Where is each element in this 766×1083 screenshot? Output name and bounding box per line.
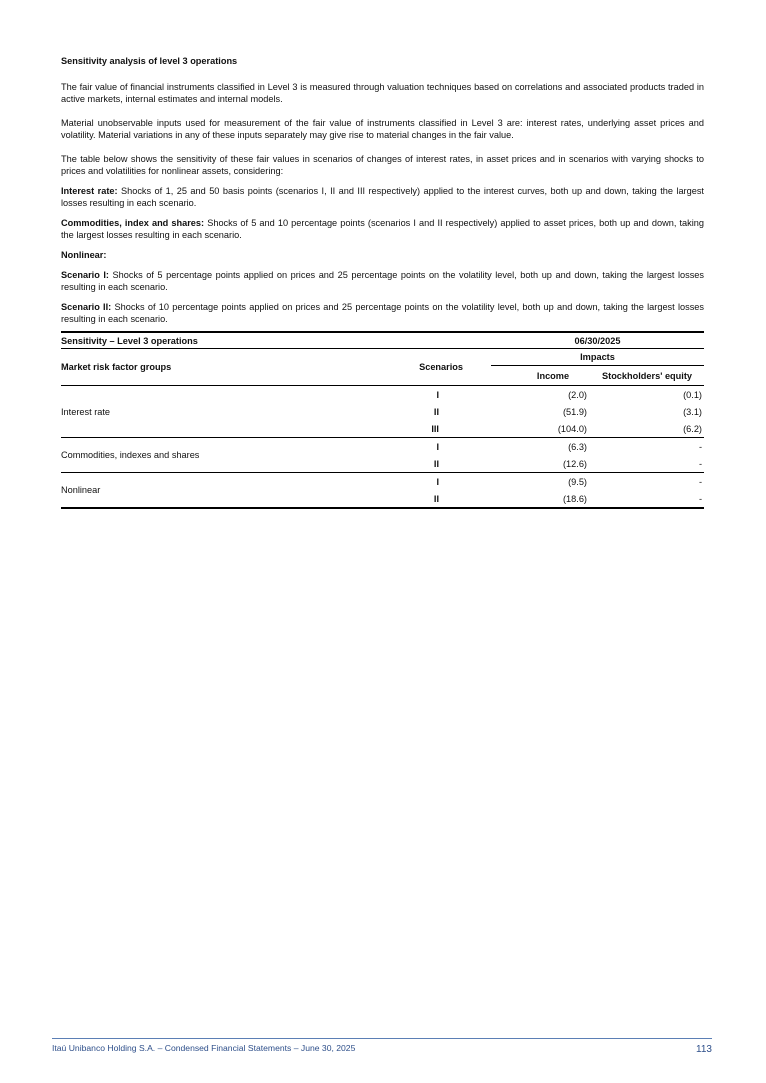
scenario-1-label: Scenario I: <box>61 270 109 280</box>
scenario-cell: III <box>391 420 491 438</box>
commodities-label: Commodities, index and shares: <box>61 218 205 228</box>
equity-cell: - <box>591 455 704 473</box>
section-title: Sensitivity analysis of level 3 operations <box>61 56 238 66</box>
equity-cell: (0.1) <box>683 389 702 400</box>
equity-cell: - <box>698 441 702 452</box>
sensitivity-table <box>61 331 704 509</box>
table-title-row <box>61 332 704 349</box>
income-cell: (18.6) <box>491 490 591 508</box>
nonlinear-heading: Nonlinear: <box>61 250 107 260</box>
paragraph-interest-rate <box>61 185 704 209</box>
header-equity: Stockholders' equity <box>591 366 704 386</box>
scenario-cell: I <box>436 476 439 487</box>
income-cell: (6.3) <box>568 441 587 452</box>
equity-cell: (6.2) <box>591 420 704 438</box>
scenario-cell: I <box>436 389 439 400</box>
income-cell: (9.5) <box>568 476 587 487</box>
risk-factor-group: Nonlinear <box>61 473 391 509</box>
paragraph-fair-value: The fair value of financial instruments classified in Level 3 is measured through valuation techniques based on correlations and associated products traded in active markets, internal estimates and internal models. <box>61 82 704 104</box>
table-row <box>61 386 704 404</box>
table-row <box>61 438 704 456</box>
document-body <box>61 55 704 509</box>
income-cell: (51.9) <box>562 406 587 417</box>
scenario-1-text: Shocks of 5 percentage points applied on prices and 25 percentage points on the volatility level, both up and down, taking the largest losses resulting in each scenario. <box>61 270 704 292</box>
header-impacts: Impacts <box>491 349 704 366</box>
footer-text: Itaú Unibanco Holding S.A. – Condensed Financial Statements – June 30, 2025 <box>52 1043 356 1053</box>
equity-cell: (3.1) <box>683 406 702 417</box>
risk-factor-group: Interest rate <box>61 386 391 438</box>
income-cell: (12.6) <box>491 455 591 473</box>
table-row <box>61 473 704 491</box>
scenario-cell: I <box>436 441 439 452</box>
header-income: Income <box>491 366 591 386</box>
paragraph-table-intro: The table below shows the sensitivity of these fair values in scenarios of changes of interest rates, in asset prices and in scenarios with varying shocks to prices and volatilities for nonlinear assets, considering: <box>61 154 704 176</box>
paragraph-commodities <box>61 217 704 241</box>
risk-factor-group: Commodities, indexes and shares <box>61 438 391 473</box>
income-cell: (2.0) <box>568 389 587 400</box>
interest-rate-text: Shocks of 1, 25 and 50 basis points (scenarios I, II and III respectively) applied to the interest curves, both up and down, taking the largest losses resulting in each scenario. <box>61 186 704 208</box>
equity-cell: - <box>698 476 702 487</box>
scenario-cell: II <box>433 406 439 417</box>
page-footer <box>52 1038 712 1054</box>
scenario-cell: II <box>391 455 491 473</box>
scenario-2-text: Shocks of 10 percentage points applied on prices and 25 percentage points on the volatility level, both up and down, taking the largest losses resulting in each scenario. <box>61 302 704 324</box>
page-number: 113 <box>696 1044 712 1055</box>
commodities-text: Shocks of 5 and 10 percentage points (scenarios I and II respectively) applied to asset prices, both up and down, taking the largest losses resulting in each scenario. <box>61 218 704 240</box>
table-date: 06/30/2025 <box>491 332 704 349</box>
paragraph-scenario-1 <box>61 269 704 293</box>
interest-rate-label: Interest rate: <box>61 186 118 196</box>
table-title: Sensitivity – Level 3 operations <box>61 332 391 349</box>
scenario-2-label: Scenario II: <box>61 302 112 312</box>
equity-cell: - <box>591 490 704 508</box>
header-scenarios: Scenarios <box>391 349 491 386</box>
paragraph-unobservable-inputs: Material unobservable inputs used for measurement of the fair value of instruments classified in Level 3 are: interest rates, underlying asset prices and volatility. Material variations in any of these inputs separately may give rise to material changes in the fair value. <box>61 118 704 140</box>
paragraph-scenario-2 <box>61 301 704 325</box>
header-row-1 <box>61 349 704 366</box>
scenario-cell: II <box>391 490 491 508</box>
income-cell: (104.0) <box>491 420 591 438</box>
header-market-risk-groups: Market risk factor groups <box>61 349 391 386</box>
